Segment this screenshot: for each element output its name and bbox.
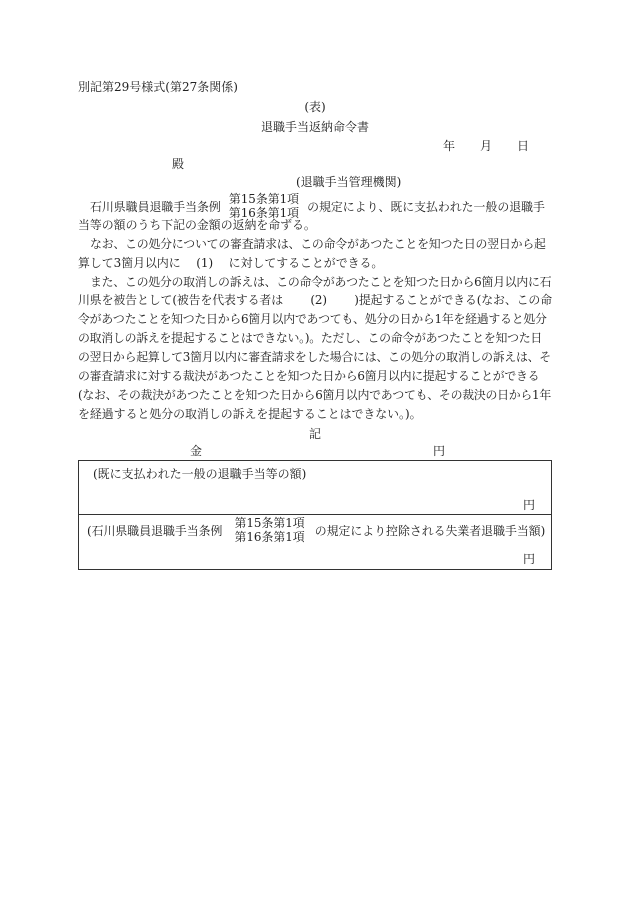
article-16: 第16条第1項: [228, 206, 300, 220]
order-paragraph-end: の規定により、既に支払われた一般の退職手: [307, 199, 545, 214]
amount-unit: 円: [433, 444, 446, 458]
lawsuit-text-a: 川県を被告として(被告を代表する者は: [78, 293, 283, 307]
paid-amount-label: (既に支払われた一般の退職手当等の額): [93, 467, 307, 481]
deduction-article-15: 第15条第1項: [234, 516, 305, 530]
document-title: 退職手当返納命令書: [260, 120, 369, 134]
date-year: 年: [443, 139, 456, 153]
order-paragraph: [78, 192, 552, 220]
form-label: 別記第29号様式(第27条関係): [78, 80, 238, 94]
lawsuit-line3: 令があつたことを知つた日から6箇月以内であつても、処分の日から1年を経過すると処分: [78, 312, 547, 326]
lawsuit-line1: また、この処分の取消しの訴えは、この命令があつたことを知つた日から6箇月以内に石: [90, 275, 552, 289]
deduction-article-16: 第16条第1項: [234, 530, 305, 544]
lawsuit-line7: (なお、その裁決があつたことを知つた日から6箇月以内であつても、その裁決の日から1年: [78, 388, 552, 402]
lawsuit-line8: を経過すると処分の取消しの訴えを提起することはできない。)。: [78, 407, 422, 421]
date-day: 日: [517, 139, 530, 153]
addressee-suffix: 殿: [172, 157, 185, 171]
amount-table: [78, 460, 552, 570]
paid-amount-unit: 円: [522, 498, 535, 512]
lawsuit-line2: [78, 293, 552, 307]
deduction-text-a: (石川県職員退職手当条例: [87, 523, 223, 538]
appeal-text-b: に対してすることができる。: [228, 256, 384, 270]
record-heading: 記: [308, 427, 321, 441]
article-references: [229, 192, 299, 220]
issuer-label: (退職手当管理機関): [296, 175, 402, 189]
deduction-unit: 円: [522, 552, 535, 566]
deduction-text-b: の規定により控除される失業者退職手当額): [314, 523, 546, 538]
order-paragraph-line2: 当等の額のうち下記の金額の返納を命ずる。: [78, 218, 316, 232]
appeal-paragraph-line1: なお、この処分についての審査請求は、この命令があつたことを知つた日の翌日から起: [90, 237, 546, 251]
blank-1: (1): [196, 256, 214, 270]
appeal-text-a: 算して3箇月以内に: [78, 256, 181, 270]
article-15: 第15条第1項: [228, 192, 300, 206]
table-row-deduction: [79, 514, 551, 569]
lawsuit-text-b: )提起することができる(なお、この命: [354, 293, 553, 307]
deduction-label: [87, 516, 545, 544]
lawsuit-line4: の取消しの訴えを提起することはできない。)。ただし、この命令があつたことを知つた日: [78, 331, 543, 345]
lawsuit-line6: の審査請求に対する裁決があつたことを知つた日から6箇月以内に提起することができる: [78, 369, 540, 383]
appeal-paragraph-line2: [78, 256, 383, 270]
ordinance-name: 石川県職員退職手当条例: [90, 199, 221, 214]
side-label: (表): [304, 100, 326, 114]
amount-label: 金: [190, 444, 203, 458]
lawsuit-line5: の翌日から起算して3箇月以内に審査請求をした場合には、この処分の取消しの訴えは、そ: [78, 350, 551, 364]
blank-2: (2): [310, 293, 327, 307]
deduction-articles: [234, 516, 304, 544]
date-month: 月: [480, 139, 493, 153]
table-row-paid-amount: [79, 461, 551, 515]
